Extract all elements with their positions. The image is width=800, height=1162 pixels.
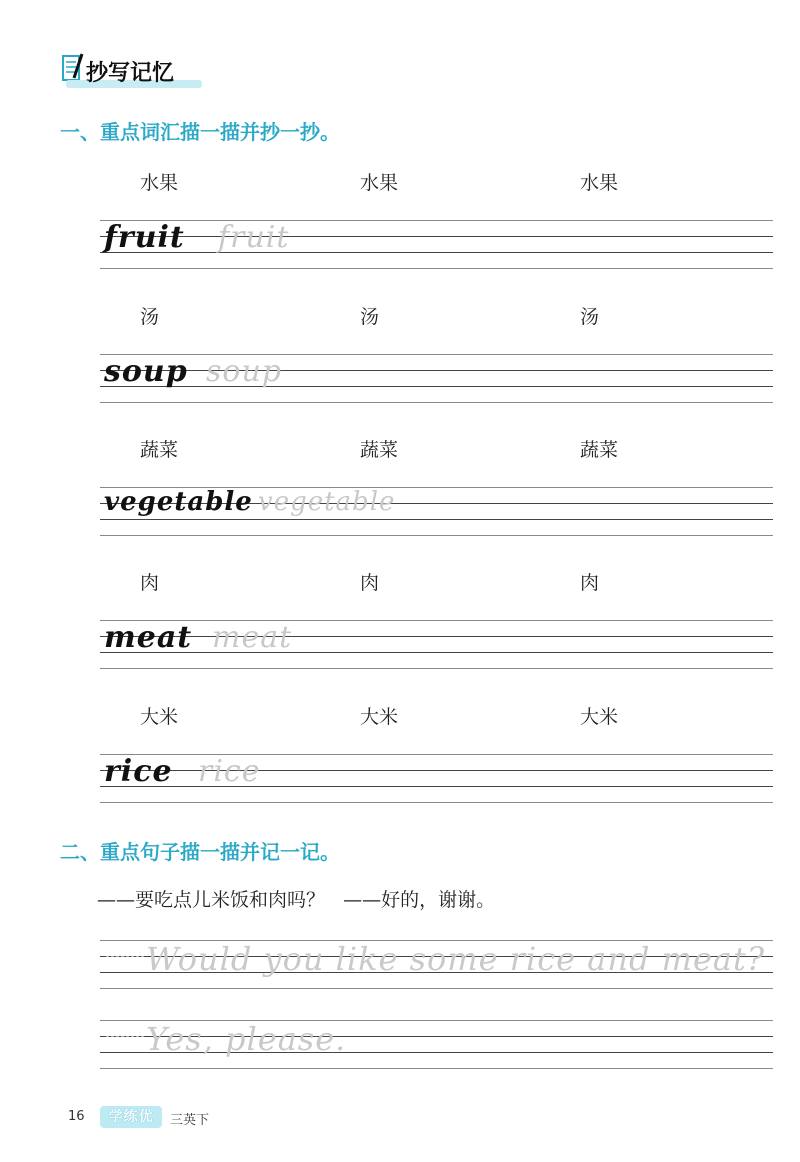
chinese-word: 蔬菜 <box>580 439 619 461</box>
page-title-text: 抄写记忆 <box>86 61 175 86</box>
chinese-word: 水果 <box>360 172 399 194</box>
english-word: fruit <box>104 220 185 255</box>
brand-badge: 学练优 <box>100 1106 162 1128</box>
dash-mark <box>106 956 144 958</box>
chinese-word: 肉 <box>580 572 600 594</box>
answer-chinese: ——好的，谢谢。 <box>343 889 496 911</box>
english-word-trace: soup <box>206 354 282 389</box>
chinese-word: 蔬菜 <box>360 439 399 461</box>
vocab-row <box>0 568 800 698</box>
vocab-row <box>0 435 800 565</box>
chinese-word: 汤 <box>140 306 160 328</box>
english-word: meat <box>104 620 193 655</box>
vocab-row <box>0 302 800 432</box>
english-sentence-trace: Yes, please. <box>146 1020 347 1058</box>
chinese-word: 大米 <box>140 706 179 728</box>
english-word: rice <box>104 754 173 789</box>
chinese-word: 汤 <box>360 306 380 328</box>
chinese-word: 水果 <box>140 172 179 194</box>
section1-heading: 一、重点词汇描一描并抄一抄。 <box>60 120 340 144</box>
english-word: soup <box>104 354 188 389</box>
chinese-word: 汤 <box>580 306 600 328</box>
vocab-row <box>0 168 800 298</box>
chinese-word: 蔬菜 <box>140 439 179 461</box>
english-word-trace: vegetable <box>258 487 396 517</box>
vocab-row <box>0 702 800 832</box>
english-word-trace: rice <box>198 754 261 789</box>
chinese-word: 肉 <box>140 572 160 594</box>
english-word-trace: fruit <box>218 220 290 255</box>
dialogue-chinese <box>97 885 495 912</box>
chinese-word: 大米 <box>580 706 619 728</box>
chinese-word: 肉 <box>360 572 380 594</box>
chinese-word: 大米 <box>360 706 399 728</box>
english-word-trace: meat <box>212 620 293 655</box>
grade-label: 三英下 <box>170 1113 210 1128</box>
dash-mark <box>106 1036 144 1038</box>
question-chinese: ——要吃点儿米饭和肉吗？ <box>97 889 326 911</box>
chinese-word: 水果 <box>580 172 619 194</box>
english-sentence-trace: Would you like some rice and meat? <box>146 940 765 978</box>
section2-heading: 二、重点句子描一描并记一记。 <box>60 840 340 864</box>
english-word: vegetable <box>104 487 253 517</box>
page-number: 16 <box>68 1109 85 1124</box>
page-title <box>60 50 205 90</box>
